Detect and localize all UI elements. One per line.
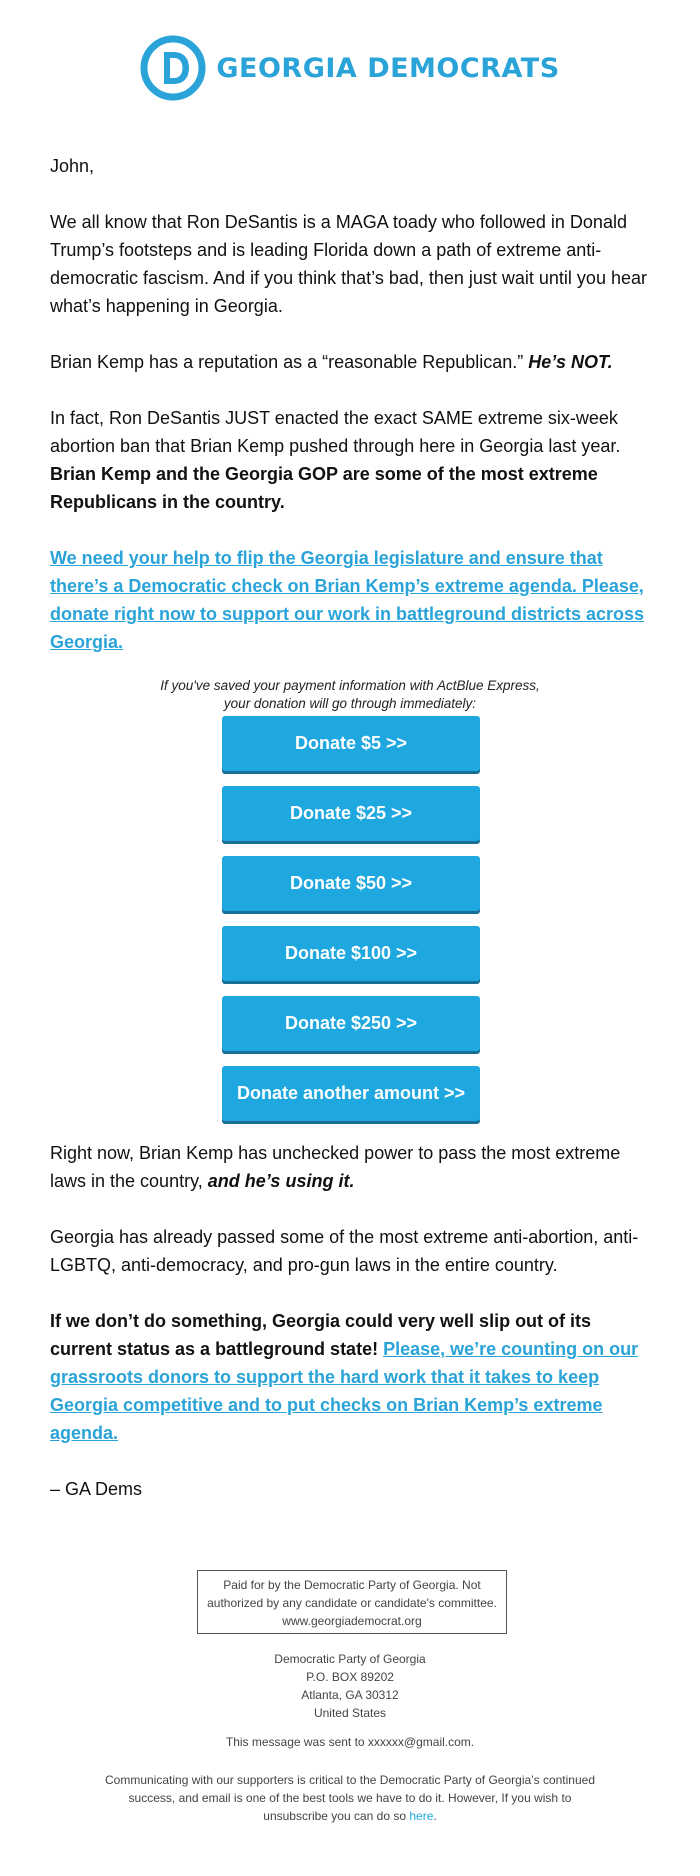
paragraph-2 (50, 348, 654, 376)
letter-body-continued (50, 1139, 654, 1531)
sent-to-notice: This message was sent to xxxxxx@gmail.com. (225, 1735, 475, 1749)
website-url: www.georgiademocrat.org (282, 1614, 422, 1628)
paid-for-disclaimer (197, 1570, 507, 1634)
unsubscribe-text: Communicating with our supporters is critical to the Democratic Party of Georgia’s continued success, and email is one of the best tools we have to do it. However, If you wish to unsubscribe you can do so (105, 1773, 595, 1823)
donate-50-button[interactable]: Donate $50 >> (222, 856, 480, 911)
greeting: John, (50, 156, 95, 176)
actblue-note (100, 677, 600, 713)
paragraph-3 (50, 404, 654, 516)
unsubscribe-notice (100, 1771, 600, 1825)
paid-line-1: Paid for by the Democratic Party of Georgia. Not (223, 1578, 481, 1592)
paid-line-2: authorized by any candidate or candidate's committee. (207, 1596, 497, 1610)
signoff: – GA Dems (50, 1479, 143, 1499)
actblue-note-line-1: If you've saved your payment information with ActBlue Express, (160, 678, 540, 693)
paragraph-2-text: Brian Kemp has a reputation as a “reasonable Republican.” (50, 352, 529, 372)
paragraph-4-text: Right now, Brian Kemp has unchecked power to pass the most extreme laws in the country, (50, 1143, 621, 1191)
brand-name: GEORGIA DEMOCRATS (216, 52, 560, 84)
donate-100-button[interactable]: Donate $100 >> (222, 926, 480, 981)
paragraph-1: We all know that Ron DeSantis is a MAGA toady who followed in Donald Trump’s footsteps and is leading Florida down a path of extreme anti-democratic fascism. And if you think that’s bad, then just wait until you hear what’s happening in Georgia. (50, 212, 647, 316)
donate-250-button[interactable]: Donate $250 >> (222, 996, 480, 1051)
donate-5-button[interactable]: Donate $5 >> (222, 716, 480, 771)
unsubscribe-link[interactable]: here (409, 1809, 434, 1823)
country: United States (313, 1706, 387, 1720)
paragraph-4 (50, 1139, 654, 1195)
paragraph-6 (50, 1307, 654, 1447)
letter-body (50, 152, 654, 684)
grassroots-donors-link[interactable]: Please, we’re counting on our grassroots donors to support the hard work that it takes to keep Georgia competitive and to put checks on Brian Kemp’s extreme agenda. (50, 1339, 639, 1443)
paragraph-5: Georgia has already passed some of the most extreme anti-abortion, anti-LGBTQ, anti-democracy, and pro-gun laws in the entire country. (50, 1227, 639, 1275)
donate-other-amount-button[interactable]: Donate another amount >> (222, 1066, 480, 1121)
donate-25-button[interactable]: Donate $25 >> (222, 786, 480, 841)
paragraph-2-emphasis: He’s NOT. (528, 352, 613, 372)
paragraph-4-emphasis: and he’s using it. (207, 1171, 355, 1191)
paragraph-3-text: In fact, Ron DeSantis JUST enacted the exact SAME extreme six-week abortion ban that Brian Kemp pushed through here in Georgia last year. (50, 408, 621, 456)
paragraph-3-bold: Brian Kemp and the Georgia GOP are some of the most extreme Republicans in the country. (50, 464, 598, 512)
unsubscribe-end: . (433, 1809, 437, 1823)
cta-paragraph (50, 544, 654, 656)
org-name: Democratic Party of Georgia (274, 1652, 426, 1666)
democrats-d-logo-icon (140, 35, 206, 101)
paragraph-6-bold: If we don’t do something, Georgia could very well slip out of its current status as a battleground state! (50, 1311, 592, 1359)
header (0, 32, 700, 104)
city-state-zip: Atlanta, GA 30312 (301, 1688, 399, 1702)
actblue-note-line-2: your donation will go through immediately: (223, 696, 477, 711)
po-box: P.O. BOX 89202 (306, 1670, 394, 1684)
donate-cta-link[interactable]: We need your help to flip the Georgia legislature and ensure that there’s a Democratic check on Brian Kemp’s extreme agenda. Please, donate right now to support our work in battleground districts across Georgia. (50, 548, 645, 652)
mailing-address (150, 1650, 550, 1722)
